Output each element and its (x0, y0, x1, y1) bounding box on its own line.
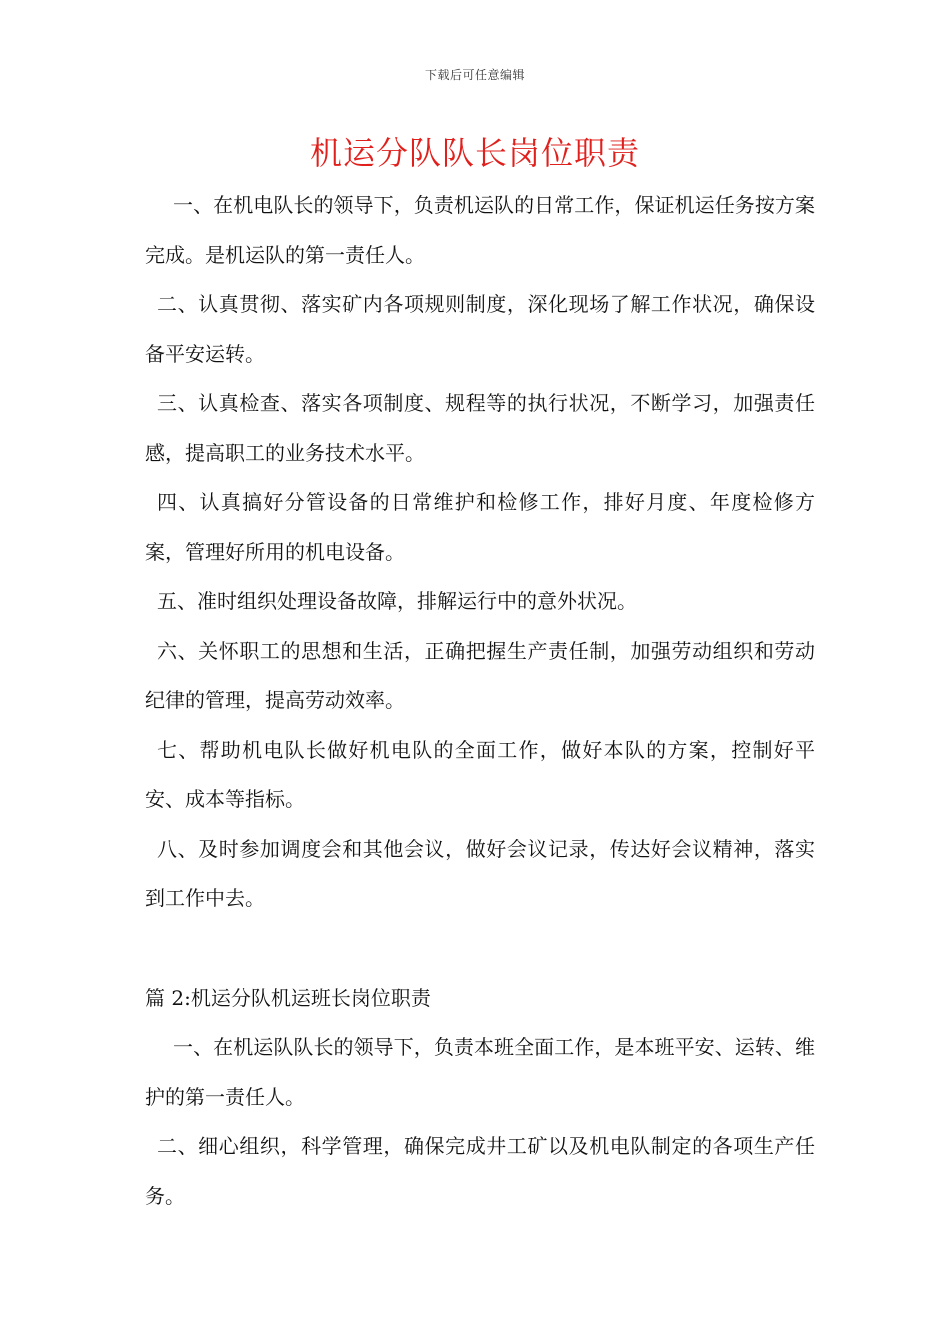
document-body (145, 181, 815, 1221)
paragraph: 二、细心组织，科学管理，确保完成井工矿以及机电队制定的各项生产任务。 (145, 1134, 815, 1208)
document-title: 机运分队队长岗位职责 (309, 134, 640, 172)
paragraph: 三、认真检查、落实各项制度、规程等的执行状况，不断学习，加强责任感，提高职工的业务技术水平。 (145, 391, 815, 465)
paragraph: 八、及时参加调度会和其他会议，做好会议记录，传达好会议精神，落实到工作中去。 (145, 836, 815, 910)
section-spacer (145, 924, 815, 974)
paragraph: 六、关怀职工的思想和生活，正确把握生产责任制，加强劳动组织和劳动纪律的管理，提高劳动效率。 (145, 638, 815, 712)
paragraph: 二、认真贯彻、落实矿内各项规则制度，深化现场了解工作状况，确保设备平安运转。 (145, 292, 815, 366)
section-title: 篇 2:机运分队机运班长岗位职责 (145, 985, 431, 1010)
paragraph: 五、准时组织处理设备故障，排解运行中的意外状况。 (157, 589, 637, 613)
paragraph: 四、认真搞好分管设备的日常维护和检修工作，排好月度、年度检修方案，管理好所用的机电设备。 (145, 490, 815, 564)
page-header: 下载后可任意编辑 (424, 68, 525, 82)
paragraph: 七、帮助机电队长做好机电队的全面工作，做好本队的方案，控制好平安、成本等指标。 (145, 737, 815, 811)
paragraph: 一、在机电队长的领导下，负责机运队的日常工作，保证机运任务按方案完成。是机运队的第一责任人。 (145, 193, 815, 267)
paragraph: 一、在机运队队长的领导下，负责本班全面工作，是本班平安、运转、维护的第一责任人。 (145, 1035, 815, 1109)
